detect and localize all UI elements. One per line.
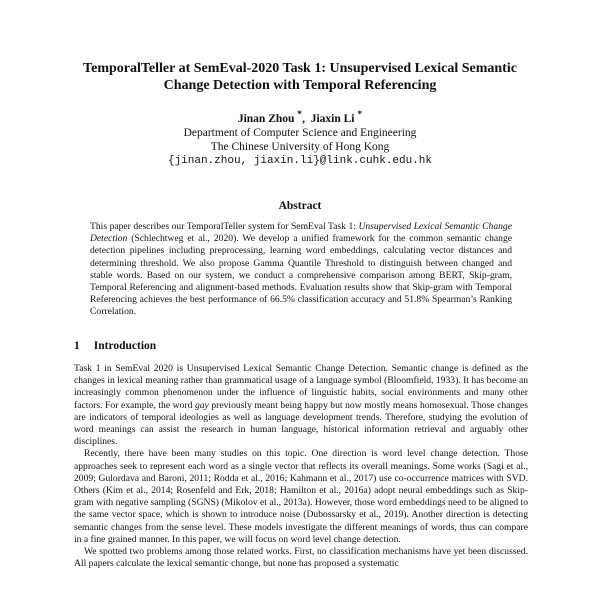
abstract-part-1: This paper describes our TemporalTeller system for SemEval Task 1: xyxy=(90,221,359,232)
author-1-mark: * xyxy=(297,109,303,120)
abstract-heading: Abstract xyxy=(278,200,322,212)
section-heading xyxy=(74,340,156,352)
affiliation-dept: Department of Computer Science and Engineering xyxy=(183,126,417,139)
author-names: Jinan Zhou *, Jiaxin Li * xyxy=(237,109,363,125)
intro-p1-part-1: Task 1 in SemEval 2020 is Unsupervised Lexical Semantic Change Detection. Semantic change is defined as the changes in lexical meaning rather than grammatical usage of a language symbol (Bloomfield, 1933). It has become an increasingly common phenomenon under the influence of linguistic habits, social environments and many other factors. For example, the word xyxy=(74,363,528,411)
title-line-2: Change Detection with Temporal Referencing xyxy=(163,78,437,93)
section-title: Introduction xyxy=(93,340,157,352)
abstract-task-name: Unsupervised Lexical Semantic Change Detection xyxy=(90,221,512,245)
section-number: 1 xyxy=(74,340,80,352)
author-1: Jinan Zhou xyxy=(237,112,295,125)
introduction-body xyxy=(74,363,528,570)
author-2-mark: * xyxy=(357,109,363,120)
title-line-1: TemporalTeller at SemEval-2020 Task 1: Unsupervised Lexical Semantic xyxy=(83,61,517,76)
intro-paragraph-1 xyxy=(74,363,528,448)
author-emails: {jinan.zhou, jiaxin.li}@link.cuhk.edu.hk xyxy=(167,154,433,167)
author-2: Jiaxin Li xyxy=(310,112,355,125)
author-block xyxy=(60,108,540,168)
abstract-part-2: (Schlechtweg et al., 2020). We develop a unified framework for the common semantic change detection pipelines including preprocessing, learning word embeddings, calculating vector distances and determining threshold. We also propose Gamma Quantile Threshold to distinguish between changed and stable words. Based on our system, we conduct a comprehensive comparison among BERT, Skip-gram, Temporal Referencing and alignment-based methods. Evaluation results show that Skip-gram with Temporal Referencing achieves the best performance of 66.5% classification accuracy and 51.8% Spearman’s Ranking Correlation. xyxy=(90,233,512,318)
abstract-text xyxy=(90,221,512,319)
intro-example-word: gay xyxy=(194,399,209,411)
paper-title xyxy=(60,60,540,94)
affiliation-univ: The Chinese University of Hong Kong xyxy=(210,140,390,153)
intro-paragraph-3: We spotted two problems among those related works. First, no classification mechanisms have yet been discussed. All papers calculate the lexical semantic change, but none has proposed a systematic xyxy=(74,546,528,570)
intro-p1-part-2: previously meant being happy but now mostly means homosexual. Those changes are indicators of temporal ideologies as well as language development trends. Therefore, studying the evolution of word meanings can assist the research in human language, historical information retrieval and arguably other disciplines. xyxy=(74,399,528,448)
intro-paragraph-2: Recently, there have been many studies on this topic. One direction is word level change detection. Those approaches seek to represent each word as a single vector that reflects its overall meanings. Some works (Sagi et al., 2009; Gulordava and Baroni, 2011; Rodda et al., 2016; Kahmann et al., 2017) use co-occurrence matrices with SVD. Others (Kim et al., 2014; Rosenfeld and Erk, 2018; Hamilton et al., 2016a) adopt neural embeddings such as Skip-gram with negative sampling (SGNS) (Mikolov et al., 2013a). However, those word embeddings need to be aligned to the same vector space, which is shown to introduce noise (Dubossarsky et al., 2019). Another direction is detecting semantic changes from the sense level. These models investigate the different meanings of words, thus can compare in a fine grained manner. In this paper, we will focus on word level change detection. xyxy=(74,448,528,545)
